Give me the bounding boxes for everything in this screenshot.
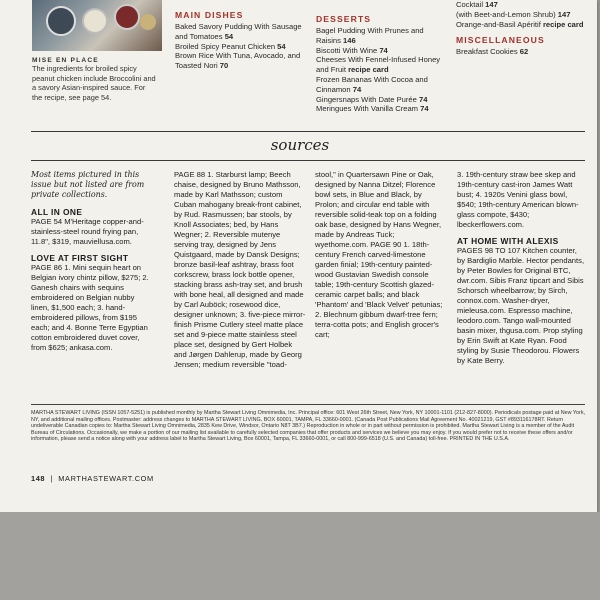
- recipe-item: Orange-and-Basil Apéritif recipe card: [456, 19, 584, 29]
- recipe-item: Breakfast Cookies 62: [456, 47, 529, 57]
- legal-text: MARTHA STEWART LIVING (ISSN 1057-5251) is published monthly by Martha Stewart Living Omnimedia, Inc. Principal office: 601 West 26th Street, New York, NY 10001-1101 (212-827-8000). Periodicals postage paid at New York, NY, and additional mailing offices. Postmaster: address changes to MARTHA STEWART LIVING, BOX 60001, TAMPA, FL 33660-0001. (Canada Post Publications Mail Agreement No. 40021219, GST #893116178RT. Return undeliverable Canadian copies to: Martha Stewart Living Omnimedia, 2835 Kew Drive, Windsor, Ontario N8T 3B7.) Reproduction in whole or in part without permission is prohibited. Martha Stewart Living is a member of the Audit Bureau of Circulations. Occasionally, we make a portion of our mailing list available to carefully selected companies that offer products and services we believe you may enjoy. If you would prefer not to receive these offers and/or information, please send a notice along with your address label to Martha Stewart Living, Box 60001, Tampa, FL 33660-0001, or call 800-999-6518 (U.S. and Canada) toll-free. PRINTED IN THE U.S.A.: [31, 410, 586, 443]
- recipe-item: Biscotti With Wine 74: [316, 45, 388, 55]
- source-text: PAGE 88 1. Starburst lamp; Beech chaise, designed by Bruno Mathsson, made by Karl Mathsson; custom Cuban mahogany break-front cabinet, by Rud. Rasmussen; bar stools, by Knoll Associates; bed, by Hans Wegner; 2. Reversible mutenye serving tray, designed by Jens Quistgaard, made by Dansk Designs; bronze basil-leaf ashtray, brass foot corkscrew, brass lock bottle opener, stacking brass ash-tray set, and brush with bone heal, all designed and made by Carl Auböck; rosewood dice, designer unknown; 3. five-piece mirror-finish Prisme Cutlery steel matte place set and 9-piece matte stainless steel place set, designed by Gert Holbek and Jørgen Dahlerup, made by Georg Jensen; medium reversible "toad-: [174, 170, 306, 369]
- recipe-item: Frozen Bananas With Cocoa and Cinnamon 74: [316, 74, 428, 94]
- recipe-item: Brown Rice With Tuna, Avocado, and Toasted Nori 70: [175, 51, 301, 71]
- source-heading: AT HOME WITH ALEXIS: [457, 236, 559, 246]
- sources-column-1: [31, 170, 153, 353]
- recipe-item: (with Beet-and-Lemon Shrub) 147: [456, 9, 571, 19]
- recipe-item: Gingersnaps With Date Purée 74: [316, 94, 428, 104]
- drinks-continued: [456, 0, 586, 57]
- sources-title: sources: [270, 136, 330, 154]
- source-text: 3. 19th-century straw bee skep and 19th-century cast-iron James Watt bust; 4. 1920s Venini glass bowl, $540; 19th-century American blown-glass compote, $430; lbeckerflowers.com.: [457, 170, 579, 229]
- page-number: 148: [31, 474, 46, 483]
- section-rule: [31, 131, 585, 132]
- desserts-section: [316, 14, 446, 114]
- main-dishes-section: [175, 10, 310, 71]
- legal-rule: [31, 404, 585, 405]
- source-text: PAGES 98 TO 107 Kitchen counter, by Bardiglio Marble. Hector pendants, by Peter Bowles for Original BTC, dwr.com. Sibis Franz tipcart and Sibis Schorsch wheelbarrow; by Sirch, connox.com. Washer-dryer, mieleusa.com. Espresso machine, leodoro.com. Tango wall-mounted basin mixer, thgusa.com. Prop styling by Erin Swift at Kate Ryan. Food styling by Susie Theodorou. Flowers by Kate Berry.: [457, 246, 585, 365]
- caption-text: The ingredients for broiled spicy peanut chicken include Broccolini and a savory Asian-inspired sauce. For the recipe, see page 54.: [32, 64, 156, 102]
- recipe-item: Cocktail 147: [456, 0, 498, 9]
- recipe-item: Baked Savory Pudding With Sausage and Tomatoes 54: [175, 22, 302, 41]
- source-text: PAGE 54 M'Heritage copper-and-stainless-steel round frying pan, 11.8", $319, mauviellusa.com.: [31, 216, 144, 246]
- desserts-heading: DESSERTS: [316, 14, 372, 24]
- source-text: stool," in Quartersawn Pine or Oak, designed by Nanna Ditzel; Florence bowl sets, in Blue and Black, by Prolon; and circular end table with reversible solid-teak top on a folding oak base, designed by Hans Wegner, made by Andreas Tuck; wyethome.com. PAGE 90 1. 18th-century French carved-limestone garden finial; 19th-century painted-wood Gustavian Swedish console table; 19th-century Scottish glazed-ceramic carpet balls; and black 'Phantom' and 'Black Velvet' petunias; 2. Blechnum gibbum dwarf-tree fern; terra-cotta pots; and English grocer's cart;: [315, 170, 443, 339]
- caption-title: MISE EN PLACE: [32, 57, 99, 64]
- source-heading: LOVE AT FIRST SIGHT: [31, 252, 129, 263]
- photo-caption: [32, 57, 157, 102]
- recipe-item: Broiled Spicy Peanut Chicken 54: [175, 41, 286, 51]
- recipe-item: Bagel Pudding With Prunes and Raisins 146: [316, 26, 424, 45]
- sources-column-2: [174, 170, 306, 370]
- main-dishes-heading: MAIN DISHES: [175, 10, 244, 20]
- website: MARTHASTEWART.COM: [58, 474, 154, 483]
- source-heading: ALL IN ONE: [31, 206, 83, 217]
- section-rule: [31, 160, 585, 161]
- recipe-item: Meringues With Vanilla Cream 74: [316, 104, 429, 114]
- next-page-edge: [0, 512, 600, 600]
- sources-column-4: [457, 170, 587, 366]
- recipe-item: Cheeses With Fennel-Infused Honey and Fruit recipe card: [316, 55, 441, 75]
- sources-column-3: [315, 170, 445, 340]
- mise-en-place-photo: [32, 0, 162, 51]
- source-text: PAGE 86 1. Mini sequin heart on Belgian ivory chintz pillow, $275; 2. Ganesh chairs with sequins embroidered on Belgian nubby linen, $1,500 each; 3. hand-embroidered pillows, from $195 each; and 4. Bonne Terre Egyptian cotton embroidered duvet cover, from $625; ankasa.com.: [31, 262, 149, 352]
- page-folio: 148 | MARTHASTEWART.COM: [31, 474, 154, 483]
- sources-intro: Most items pictured in this issue but not listed are from private collections.: [31, 170, 145, 200]
- miscellaneous-heading: MISCELLANEOUS: [456, 35, 545, 46]
